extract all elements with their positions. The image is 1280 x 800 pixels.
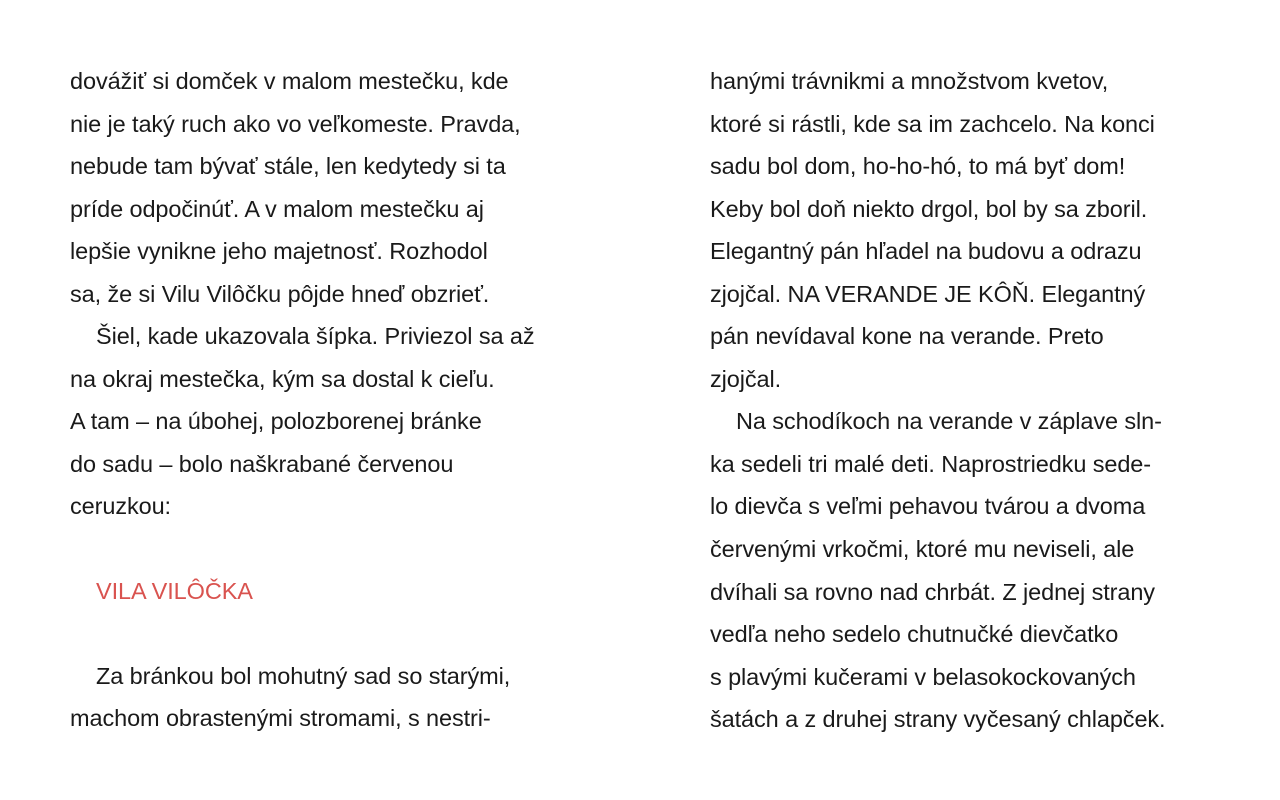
- left-page: [70, 60, 590, 740]
- sign-heading: VILA VILÔČKA: [96, 578, 253, 605]
- text-line: Na schodíkoch na verande v záplave sln-: [736, 408, 1162, 435]
- text-line: dovážiť si domček v malom mestečku, kde: [70, 68, 509, 94]
- text-line: sadu bol dom, ho-ho-hó, to má byť dom!: [710, 153, 1126, 180]
- text-line: šatách a z druhej strany vyčesaný chlapček.: [710, 706, 1166, 733]
- text-line: machom obrastenými stromami, s nestri-: [70, 705, 491, 732]
- text-line: Za bránkou bol mohutný sad so starými,: [96, 662, 511, 689]
- text-line: hanými trávnikmi a množstvom kvetov,: [710, 68, 1109, 94]
- text-line: pán nevídaval kone na verande. Preto: [710, 323, 1104, 350]
- text-line: lo dievča s veľmi pehavou tvárou a dvoma: [710, 493, 1146, 520]
- text-line: zjojčal.: [710, 365, 782, 392]
- text-line: Elegantný pán hľadel na budovu a odrazu: [710, 238, 1142, 265]
- right-paragraph-1: [710, 60, 1230, 400]
- right-paragraph-2: [710, 400, 1230, 740]
- text-line: vedľa neho sedelo chutnučké dievčatko: [710, 621, 1119, 648]
- text-line: do sadu – bolo naškrabané červenou: [70, 450, 454, 477]
- text-line: červenými vrkočmi, ktoré mu neviseli, ale: [710, 536, 1135, 563]
- left-paragraph-1: [70, 60, 590, 315]
- text-line: s plavými kučerami v belasokockovaných: [710, 663, 1136, 690]
- text-line: A tam – na úbohej, polozborenej bránke: [70, 408, 482, 435]
- text-line: Šiel, kade ukazovala šípka. Priviezol sa až: [96, 323, 535, 350]
- text-line: sa, že si Vilu Vilôčku pôjde hneď obzrieť.: [70, 280, 490, 307]
- left-paragraph-3: [70, 655, 590, 740]
- text-line: ceruzkou:: [70, 493, 171, 520]
- text-line: príde odpočinúť. A v malom mestečku aj: [70, 195, 484, 222]
- text-line: na okraj mestečka, kým sa dostal k cieľu.: [70, 365, 495, 392]
- left-paragraph-2: [70, 315, 590, 528]
- text-line: lepšie vynikne jeho majetnosť. Rozhodol: [70, 238, 488, 265]
- text-line: dvíhali sa rovno nad chrbát. Z jednej strany: [710, 578, 1155, 605]
- text-line: ktoré si rástli, kde sa im zachcelo. Na konci: [710, 110, 1155, 137]
- text-line: zjojčal. NA VERANDE JE KÔŇ. Elegantný: [710, 280, 1146, 307]
- right-page: [710, 60, 1230, 741]
- text-line: nebude tam bývať stále, len kedytedy si ta: [70, 153, 506, 180]
- text-line: Keby bol doň niekto drgol, bol by sa zboril.: [710, 195, 1148, 222]
- text-line: ka sedeli tri malé deti. Naprostriedku sede-: [710, 450, 1151, 477]
- text-line: nie je taký ruch ako vo veľkomeste. Pravda,: [70, 110, 521, 137]
